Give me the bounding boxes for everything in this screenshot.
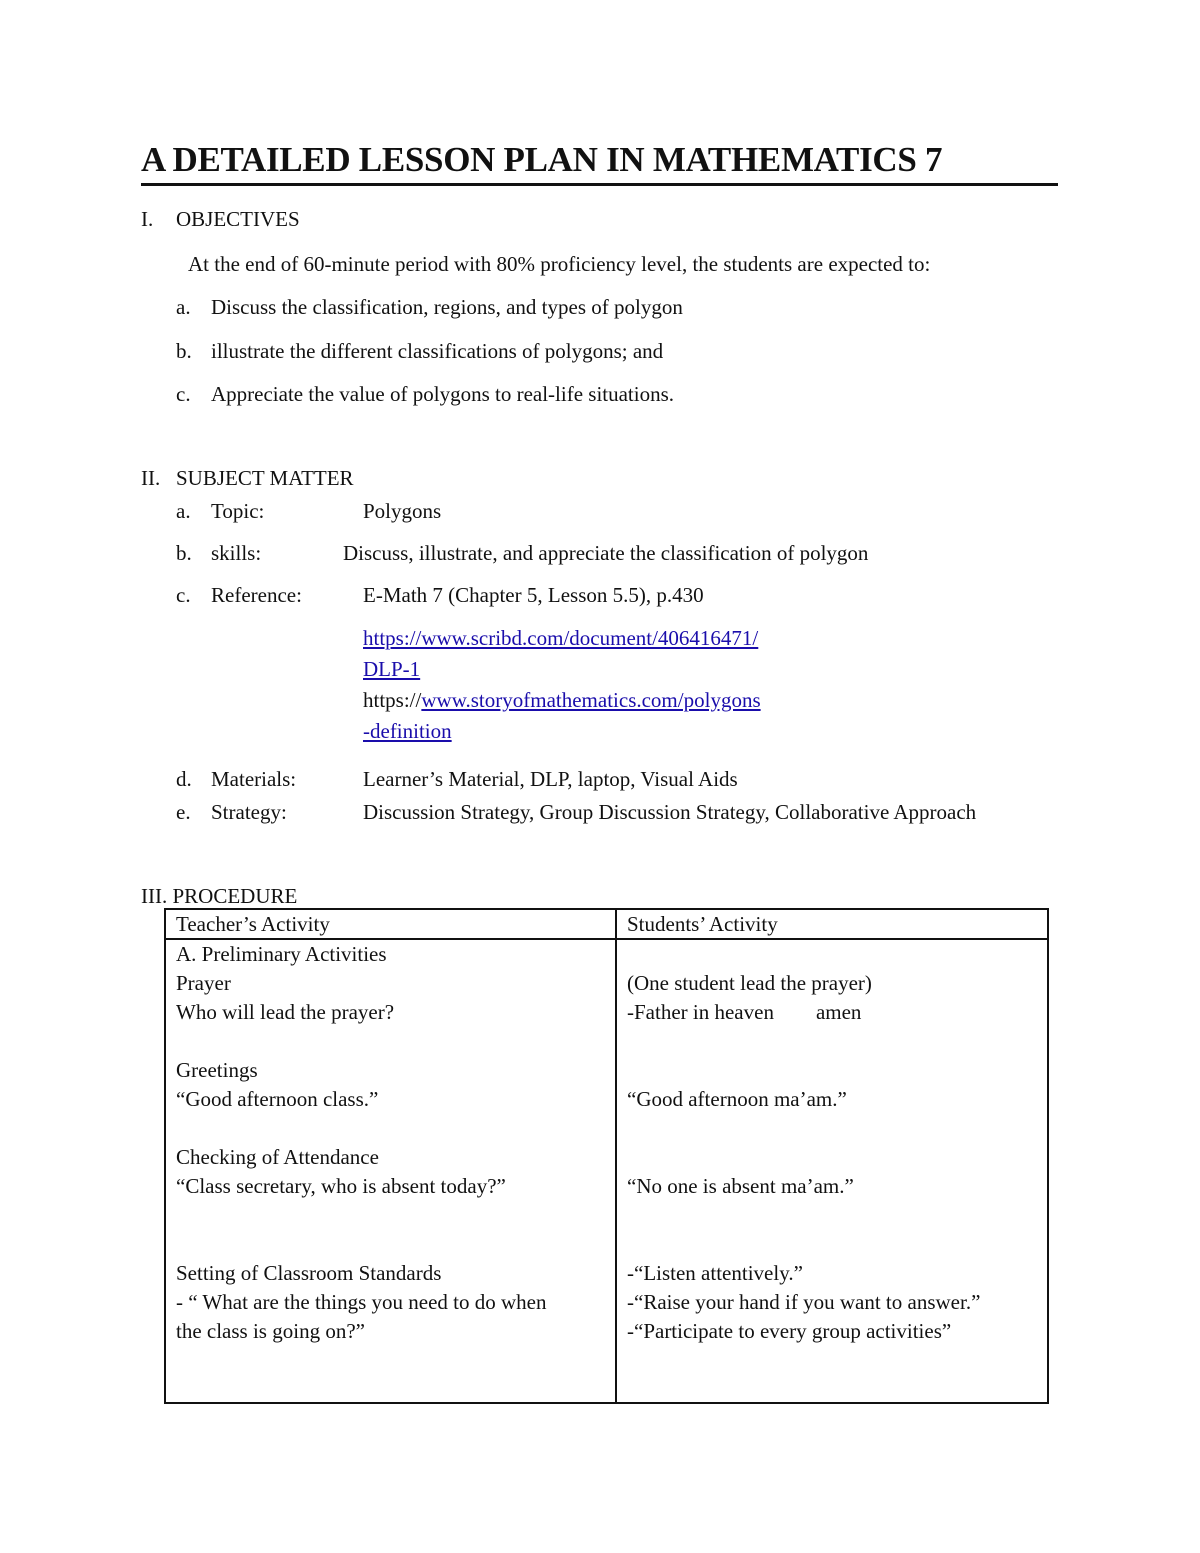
standard-1: -“Listen attentively.” <box>627 1261 803 1285</box>
standards-question-2: the class is going on?” <box>176 1319 365 1343</box>
strategy-label: Strategy: <box>211 800 287 824</box>
topic-value: Polygons <box>363 499 442 523</box>
skills-letter: b. <box>176 541 192 565</box>
objective-b: illustrate the different classifications of polygons; and <box>211 339 664 363</box>
reference-letter: c. <box>176 583 191 607</box>
objective-a: Discuss the classification, regions, and types of polygon <box>211 295 683 319</box>
procedure-table <box>164 908 1049 1404</box>
reference-link-scribd[interactable]: https://www.scribd.com/document/406416471/ <box>363 626 759 650</box>
skills-label: skills: <box>211 541 262 565</box>
prayer-question: Who will lead the prayer? <box>176 1000 395 1024</box>
reference-label: Reference: <box>211 583 302 607</box>
reference-link2-line <box>363 688 761 713</box>
teacher-greeting: “Good afternoon class.” <box>176 1087 379 1111</box>
strategy-letter: e. <box>176 800 191 824</box>
skills-value: Discuss, illustrate, and appreciate the classification of polygon <box>343 541 869 565</box>
prayer-label: Prayer <box>176 971 231 995</box>
col-teacher-header: Teacher’s Activity <box>165 909 616 939</box>
title-underline <box>141 183 1058 186</box>
materials-value: Learner’s Material, DLP, laptop, Visual Aids <box>363 767 738 791</box>
objectives-intro: At the end of 60-minute period with 80% proficiency level, the students are expected to: <box>188 252 931 276</box>
standards-question-1: - “ What are the things you need to do when <box>176 1290 547 1314</box>
reference-value: E-Math 7 (Chapter 5, Lesson 5.5), p.430 <box>363 583 704 607</box>
students-activity-cell <box>616 939 1048 1403</box>
objectives-numeral: I. <box>141 207 154 231</box>
prayer-note: (One student lead the prayer) <box>627 971 872 995</box>
table-row <box>165 939 1048 1403</box>
preliminary-section: A. Preliminary Activities <box>176 942 387 966</box>
student-attendance: “No one is absent ma’am.” <box>627 1174 854 1198</box>
col-students-header: Students’ Activity <box>616 909 1048 939</box>
student-greeting: “Good afternoon ma’am.” <box>627 1087 847 1111</box>
standard-2: -“Raise your hand if you want to answer.” <box>627 1290 981 1314</box>
reference-link-storyofmath[interactable]: www.storyofmathematics.com/polygons <box>421 688 761 712</box>
prayer-response: -Father in heaven amen <box>627 1000 862 1024</box>
materials-letter: d. <box>176 767 192 791</box>
subject-heading: SUBJECT MATTER <box>176 466 354 490</box>
objective-letter-c: c. <box>176 382 191 406</box>
materials-label: Materials: <box>211 767 297 791</box>
strategy-value: Discussion Strategy, Group Discussion Strategy, Collaborative Approach <box>363 800 977 824</box>
objective-letter-a: a. <box>176 295 191 319</box>
teacher-attendance: “Class secretary, who is absent today?” <box>176 1174 506 1198</box>
greetings-label: Greetings <box>176 1058 258 1082</box>
table-header-row <box>165 909 1048 939</box>
subject-numeral: II. <box>141 466 161 490</box>
standards-label: Setting of Classroom Standards <box>176 1261 442 1285</box>
procedure-heading: III. PROCEDURE <box>141 884 298 908</box>
teacher-activity-cell <box>165 939 616 1403</box>
attendance-label: Checking of Attendance <box>176 1145 379 1169</box>
standard-3: -“Participate to every group activities” <box>627 1319 952 1343</box>
reference-link-scribd-cont[interactable]: DLP-1 <box>363 657 421 681</box>
reference-link2-prefix: https:// <box>363 688 422 712</box>
objective-c: Appreciate the value of polygons to real-life situations. <box>211 382 675 406</box>
page-title: A DETAILED LESSON PLAN IN MATHEMATICS 7 <box>141 140 943 179</box>
objective-letter-b: b. <box>176 339 192 363</box>
topic-label: Topic: <box>211 499 265 523</box>
reference-link-storyofmath-cont[interactable]: -definition <box>363 719 452 743</box>
topic-letter: a. <box>176 499 191 523</box>
objectives-heading: OBJECTIVES <box>176 207 300 231</box>
